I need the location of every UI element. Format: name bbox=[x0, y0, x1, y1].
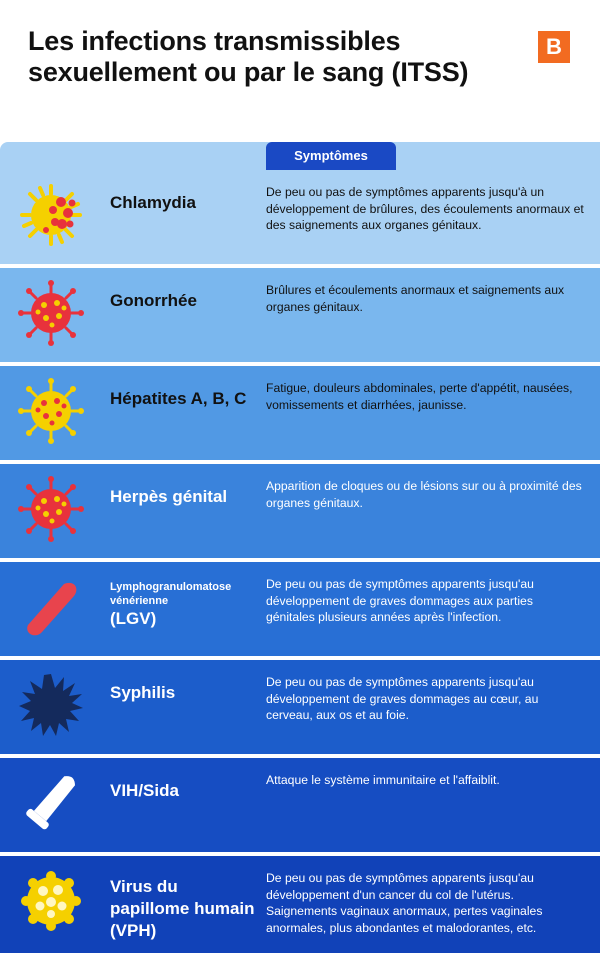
symptoms-text: Brûlures et écoulements anormaux et saignements aux organes génitaux. bbox=[266, 283, 565, 314]
virus-yellow-icon bbox=[16, 376, 86, 446]
table-row-herpes bbox=[0, 464, 600, 558]
symptoms-text: De peu ou pas de symptômes apparents jusqu'au développement de graves dommages aux parties génitales plusieurs années après l'infection. bbox=[266, 577, 534, 624]
spiky-navy-icon bbox=[16, 670, 86, 740]
table-row-chlamydia bbox=[0, 170, 600, 264]
table-row-vih bbox=[0, 758, 600, 852]
table-row-gonorrhee bbox=[0, 268, 600, 362]
table-row-syphilis bbox=[0, 660, 600, 754]
symptoms-column-header: Symptômes bbox=[266, 142, 396, 170]
virus-yellow-red-icon bbox=[16, 180, 86, 250]
infection-name: Gonorrhée bbox=[110, 291, 197, 310]
virus-cluster-icon bbox=[16, 866, 86, 936]
infection-name: Virus du papillome humain (VPH) bbox=[110, 877, 255, 940]
infection-name-long: Lymphogranulomatose vénérienne bbox=[110, 581, 232, 607]
page-title: Les infections transmissibles sexuellement ou par le sang (ITSS) bbox=[28, 26, 469, 87]
symptoms-text: De peu ou pas de symptômes apparents jusqu'à un développement de brûlures, des écoulements anormaux et des saignements aux organes génitaux. bbox=[266, 185, 584, 232]
virus-red-icon bbox=[16, 474, 86, 544]
infection-name bbox=[110, 580, 255, 630]
infection-name-abbrev: (LGV) bbox=[110, 609, 157, 628]
table-row-vph bbox=[0, 856, 600, 953]
infection-name: Hépatites A, B, C bbox=[110, 389, 247, 408]
symptoms-text: De peu ou pas de symptômes apparents jusqu'au développement d'un cancer du col de l'utérus. Saignements vaginaux anormaux, pertes vaginales anormales, plus abondantes et malodorantes, etc. bbox=[266, 871, 543, 935]
symptoms-text: Attaque le système immunitaire et l'affaiblit. bbox=[266, 773, 500, 787]
table-row-lgv bbox=[0, 562, 600, 656]
infection-name: Syphilis bbox=[110, 683, 176, 702]
condom-icon bbox=[16, 768, 86, 838]
virus-red-icon bbox=[16, 278, 86, 348]
bacteria-icon bbox=[16, 572, 86, 642]
symptoms-text: Fatigue, douleurs abdominales, perte d'appétit, nausées, vomissements et diarrhées, jaunisse. bbox=[266, 381, 573, 412]
infection-name: Herpès génital bbox=[110, 487, 228, 506]
infection-name: VIH/Sida bbox=[110, 781, 179, 800]
table-row-hepatites bbox=[0, 366, 600, 460]
brand-logo: B bbox=[538, 31, 570, 63]
symptoms-text: De peu ou pas de symptômes apparents jusqu'au développement de graves dommages au cœur, au cerveau, aux os et au foie. bbox=[266, 675, 539, 722]
symptoms-text: Apparition de cloques ou de lésions sur ou à proximité des organes génitaux. bbox=[266, 479, 582, 510]
infection-name: Chlamydia bbox=[110, 193, 196, 212]
